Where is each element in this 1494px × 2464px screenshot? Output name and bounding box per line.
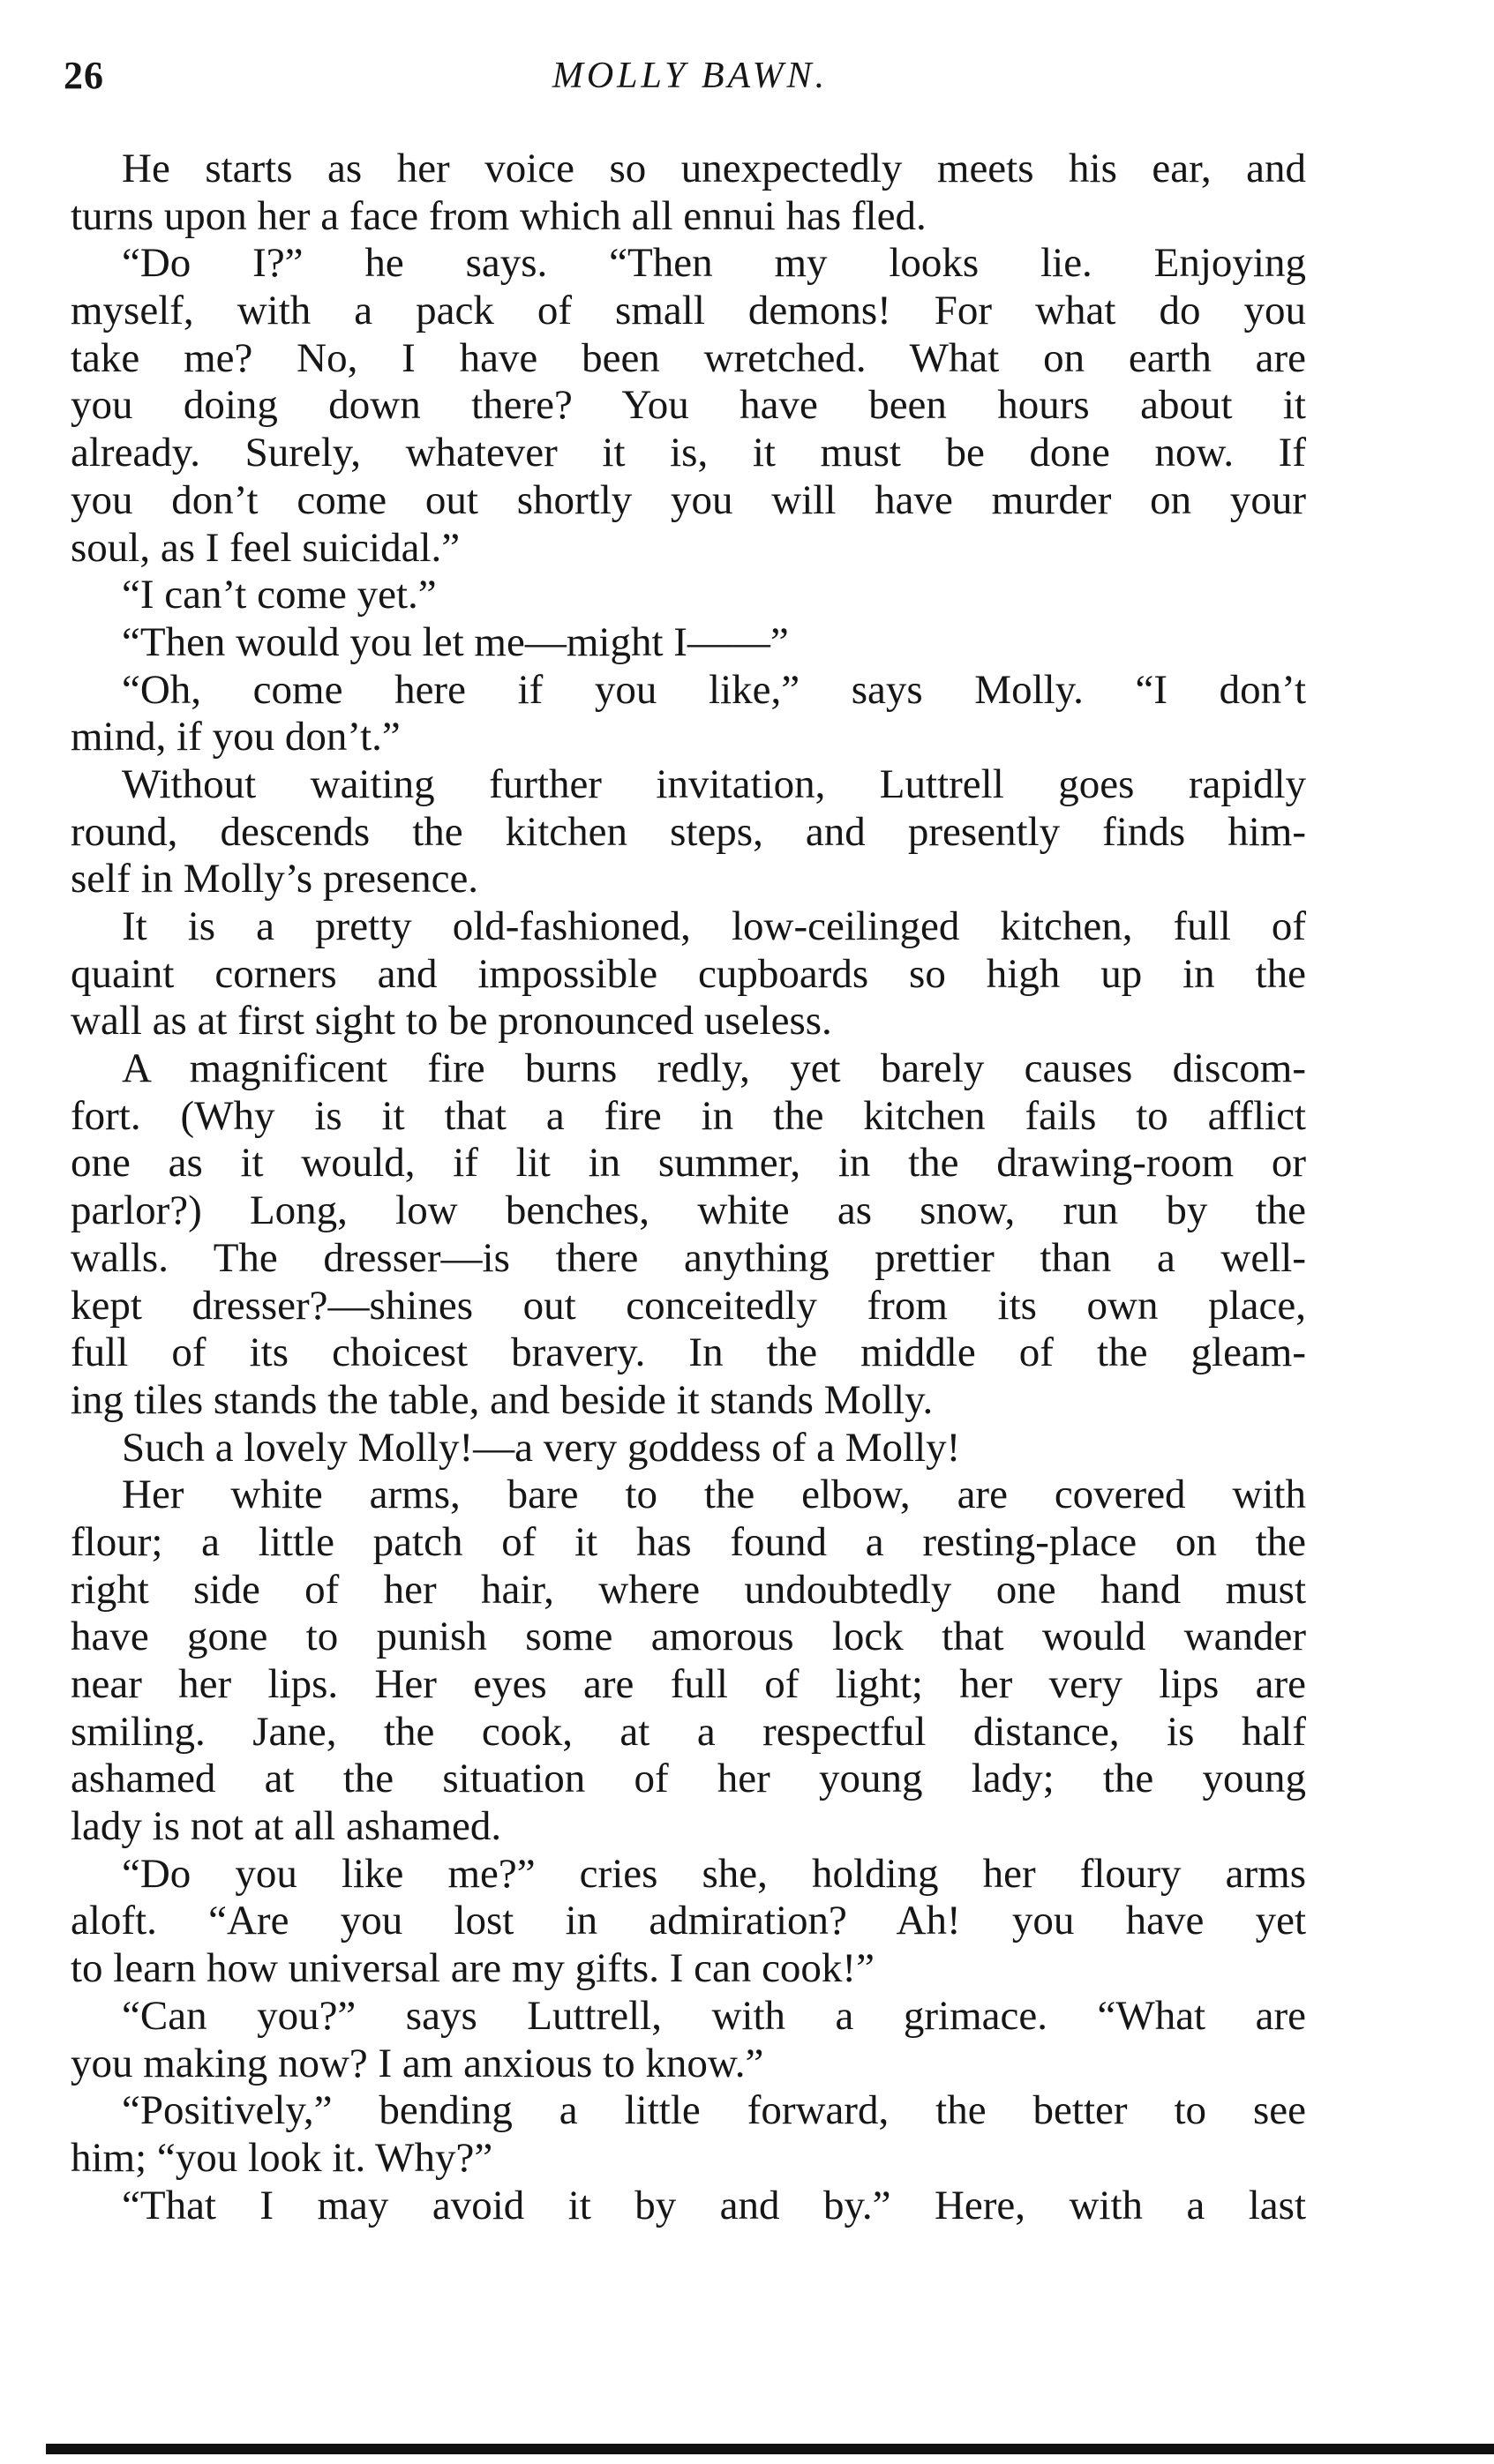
body-text: [71, 146, 1306, 2229]
text-line: It is a pretty old-fashioned, low-ceilinged kitchen, full of: [122, 903, 1306, 949]
text-line: self in Molly’s presence.: [71, 856, 479, 902]
text-line: right side of her hair, where undoubtedly one hand must: [71, 1566, 1306, 1613]
text-line: flour; a little patch of it has found a resting-place on the: [71, 1518, 1306, 1565]
text-line: soul, as I feel suicidal.”: [71, 524, 461, 571]
text-line: you don’t come out shortly you will have murder on your: [71, 476, 1306, 523]
footer-rule: [46, 2444, 1494, 2454]
text-line: one as it would, if lit in summer, in the drawing-room or: [71, 1140, 1306, 1187]
text-line: take me? No, I have been wretched. What on earth are: [71, 334, 1306, 381]
text-line: He starts as her voice so unexpectedly meets his ear, and: [122, 146, 1306, 191]
text-line: you doing down there? You have been hours about it: [71, 382, 1306, 429]
text-line: near her lips. Her eyes are full of light; her very lips are: [71, 1661, 1306, 1707]
text-line: to learn how universal are my gifts. I can cook!”: [71, 1945, 875, 1992]
running-title: MOLLY BAWN.: [552, 56, 829, 96]
text-line: smiling. Jane, the cook, at a respectful distance, is half: [71, 1708, 1306, 1755]
text-line: ashamed at the situation of her young lady; the young: [71, 1756, 1306, 1802]
text-line: have gone to punish some amorous lock that would wander: [71, 1614, 1306, 1660]
text-line: quaint corners and impossible cupboards so high up in the: [71, 950, 1306, 997]
text-line: mind, if you don’t.”: [71, 714, 401, 760]
text-line: lady is not at all ashamed.: [71, 1803, 502, 1850]
text-line: already. Surely, whatever it is, it must be done now. If: [71, 430, 1306, 476]
text-line: “Do I?” he says. “Then my looks lie. Enjoying: [122, 240, 1306, 287]
text-line: “Do you like me?” cries she, holding her floury arms: [122, 1850, 1306, 1897]
text-line: Her white arms, bare to the elbow, are covered with: [122, 1472, 1306, 1518]
text-line: wall as at first sight to be pronounced useless.: [71, 998, 832, 1045]
text-line: round, descends the kitchen steps, and presently finds him-: [71, 808, 1306, 855]
text-line: aloft. “Are you lost in admiration? Ah! you have yet: [71, 1898, 1306, 1944]
text-line: “Can you?” says Luttrell, with a grimace. “What are: [122, 1992, 1306, 2039]
text-line: “Oh, come here if you like,” says Molly. “I don’t: [122, 666, 1306, 713]
text-line: full of its choicest bravery. In the middle of the gleam-: [71, 1329, 1306, 1376]
text-line: myself, with a pack of small demons! For what do you: [71, 288, 1306, 334]
text-line: “That I may avoid it by and by.” Here, with a last: [122, 2182, 1306, 2228]
page-number: 26: [64, 54, 104, 97]
text-line: Without waiting further invitation, Luttrell goes rapidly: [122, 760, 1306, 807]
text-line: you making now? I am anxious to know.”: [71, 2040, 764, 2086]
text-line: him; “you look it. Why?”: [71, 2134, 493, 2181]
text-line: ing tiles stands the table, and beside it stands Molly.: [71, 1376, 934, 1423]
text-line: turns upon her a face from which all ennui has fled.: [71, 192, 927, 239]
text-line: kept dresser?—shines out conceitedly from its own place,: [71, 1282, 1306, 1329]
text-line: A magnificent fire burns redly, yet barely causes discom-: [122, 1045, 1306, 1092]
text-line: fort. (Why is it that a fire in the kitchen fails to afflict: [71, 1092, 1306, 1139]
text-line: parlor?) Long, low benches, white as snow, run by the: [71, 1187, 1306, 1234]
text-line: “Positively,” bending a little forward, the better to see: [122, 2087, 1306, 2134]
page-header: [64, 53, 1317, 115]
text-line: walls. The dresser—is there anything prettier than a well-: [71, 1234, 1306, 1281]
text-line: Such a lovely Molly!—a very goddess of a Molly!: [122, 1424, 961, 1471]
text-line: “Then would you let me—might I——”: [122, 618, 789, 665]
text-line: “I can’t come yet.”: [122, 572, 437, 618]
